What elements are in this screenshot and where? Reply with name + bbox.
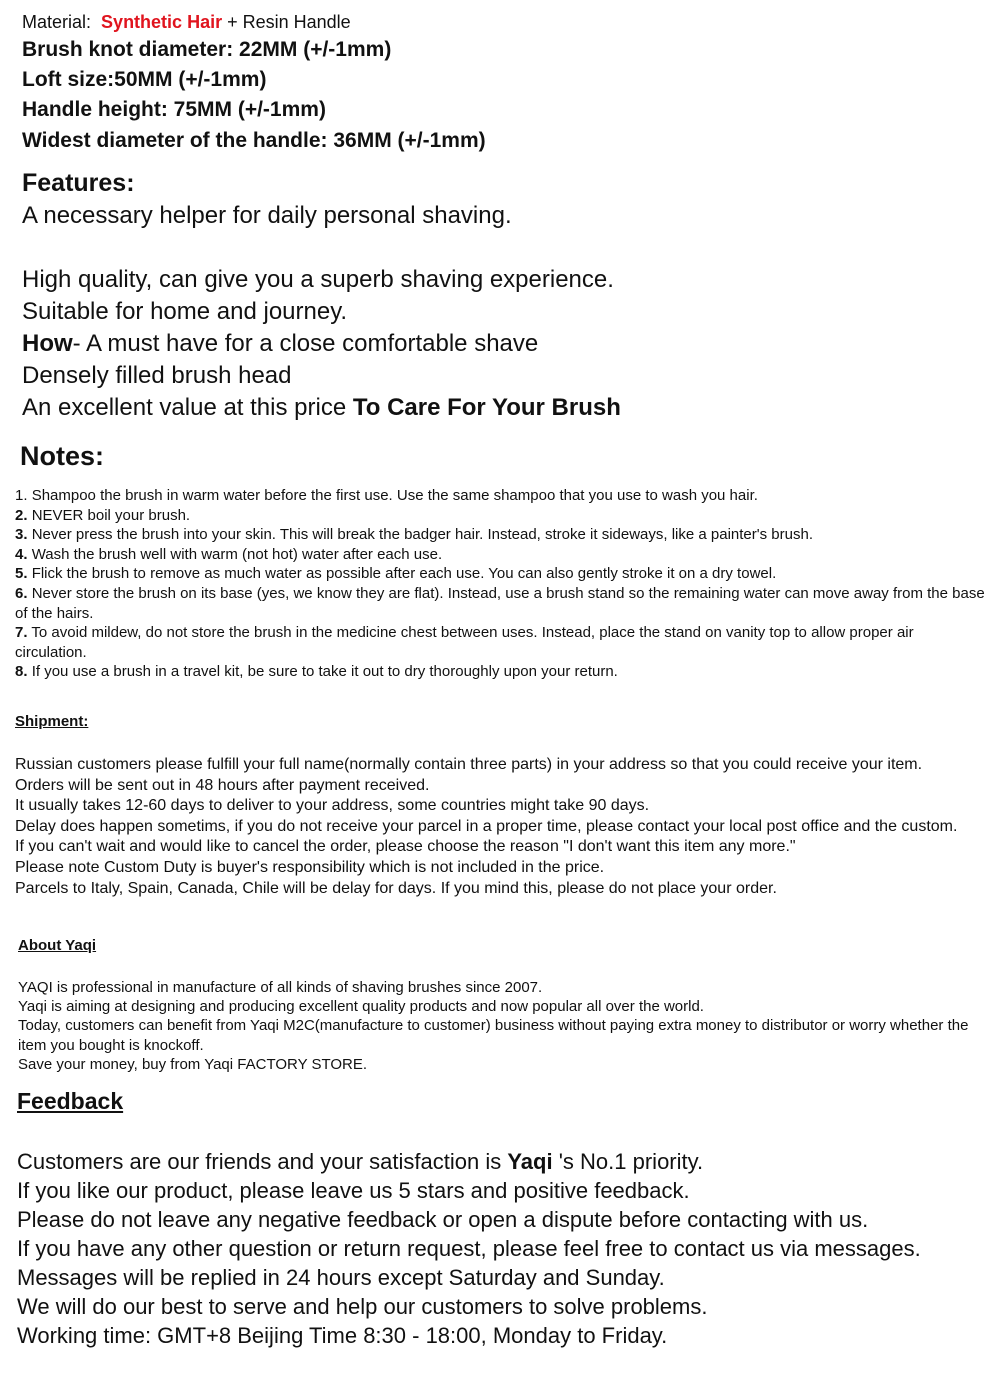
feedback-line-1-post: 's No.1 priority. xyxy=(558,1149,704,1174)
shipment-line: Russian customers please fulfill your full name(normally contain three parts) in your address so that you could receive your item. xyxy=(15,756,923,773)
material-rest: + Resin Handle xyxy=(227,12,351,32)
feedback-line-6: We will do our best to serve and help our customers to solve problems. xyxy=(17,1294,708,1319)
shipment-line: Orders will be sent out in 48 hours after payment received. xyxy=(15,777,430,794)
material-label: Material: xyxy=(22,12,92,32)
note-number: 5. xyxy=(15,565,28,582)
spec-loft: Loft size:50MM (+/-1mm) xyxy=(22,68,267,91)
feedback-line-5: Messages will be replied in 24 hours except Saturday and Sunday. xyxy=(17,1265,665,1290)
feedback-line-1-pre: Customers are our friends and your satisfaction is xyxy=(17,1149,502,1174)
features-title: Features: xyxy=(22,169,135,197)
note-item xyxy=(15,584,985,623)
shipment-title: Shipment: xyxy=(15,713,89,730)
note-text: Never store the brush on its base (yes, we know they are flat). Instead, use a brush stand so the remaining water can move away from the base of the hairs. xyxy=(15,585,985,622)
note-item xyxy=(15,662,985,682)
about-line-2: Yaqi is aiming at designing and producing excellent quality products and now popular all over the world. xyxy=(18,998,704,1015)
note-text: NEVER boil your brush. xyxy=(31,507,191,524)
note-item xyxy=(15,486,985,506)
note-number: 7. xyxy=(15,624,28,641)
shipment-line: If you can't wait and would like to cancel the order, please choose the reason "I don't want this item any more." xyxy=(15,838,796,855)
feedback-line-4: If you have any other question or return request, please feel free to contact us via messages. xyxy=(17,1236,921,1261)
about-line-1: YAQI is professional in manufacture of all kinds of shaving brushes since 2007. xyxy=(18,979,543,996)
feedback-line-3: Please do not leave any negative feedback or open a dispute before contacting with us. xyxy=(17,1207,869,1232)
about-line-4: Save your money, buy from Yaqi FACTORY STORE. xyxy=(18,1056,368,1073)
note-number: 1. xyxy=(15,487,28,504)
note-number: 4. xyxy=(15,546,28,563)
shipment-line: Please note Custom Duty is buyer's responsibility which is not included in the price. xyxy=(15,859,605,876)
note-number: 3. xyxy=(15,526,28,543)
feedback-line-7: Working time: GMT+8 Beijing Time 8:30 - 18:00, Monday to Friday. xyxy=(17,1323,668,1348)
note-text: Wash the brush well with warm (not hot) water after each use. xyxy=(31,546,443,563)
feature-line-3: Suitable for home and journey. xyxy=(22,298,348,325)
brand-name: Yaqi xyxy=(507,1149,553,1174)
feature-line-6 xyxy=(22,394,621,422)
note-text: Flick the brush to remove as much water as possible after each use. You can also gently stroke it on a dry towel. xyxy=(31,565,777,582)
material-line xyxy=(22,12,351,33)
about-title: About Yaqi xyxy=(18,937,97,954)
feedback-line-1 xyxy=(17,1149,703,1175)
shipment-line: Parcels to Italy, Spain, Canada, Chile will be delay for days. If you mind this, please do not place your order. xyxy=(15,880,777,897)
feature-how: How xyxy=(22,330,73,357)
spec-knot: Brush knot diameter: 22MM (+/-1mm) xyxy=(22,38,392,61)
about-line-3: Today, customers can benefit from Yaqi M2C(manufacture to customer) business without paying extra money to distributor or worry whether the item you bought is knockoff. xyxy=(18,1017,969,1054)
feedback-title: Feedback xyxy=(17,1088,124,1114)
note-item xyxy=(15,525,985,545)
spec-handle-width: Widest diameter of the handle: 36MM (+/-1mm) xyxy=(22,129,486,152)
care-heading: To Care For Your Brush xyxy=(352,394,621,421)
feature-line-2: High quality, can give you a superb shaving experience. xyxy=(22,266,614,293)
note-text: Never press the brush into your skin. This will break the badger hair. Instead, stroke it sideways, like a painter's brush. xyxy=(31,526,813,543)
note-number: 2. xyxy=(15,507,28,524)
feedback-line-2: If you like our product, please leave us 5 stars and positive feedback. xyxy=(17,1178,690,1203)
feature-line-4 xyxy=(22,330,538,358)
note-text: To avoid mildew, do not store the brush in the medicine chest between uses. Instead, place the stand on vanity top to allow proper air circulation. xyxy=(15,624,914,661)
note-item xyxy=(15,564,985,584)
feature-line-5: Densely filled brush head xyxy=(22,362,292,389)
material-hair: Synthetic Hair xyxy=(101,12,223,32)
feature-value-text: An excellent value at this price xyxy=(22,394,347,421)
note-item xyxy=(15,545,985,565)
feature-line-1: A necessary helper for daily personal shaving. xyxy=(22,202,512,229)
note-number: 8. xyxy=(15,663,28,680)
note-item xyxy=(15,623,985,662)
notes-title: Notes: xyxy=(20,441,105,471)
feature-how-text: - A must have for a close comfortable shave xyxy=(72,330,539,357)
shipment-line: Delay does happen sometims, if you do not receive your parcel in a proper time, please contact your local post office and the custom. xyxy=(15,818,958,835)
note-text: If you use a brush in a travel kit, be sure to take it out to dry thoroughly upon your return. xyxy=(31,663,618,680)
note-text: Shampoo the brush in warm water before the first use. Use the same shampoo that you use to wash you hair. xyxy=(31,487,758,504)
shipment-line: It usually takes 12-60 days to deliver to your address, some countries might take 90 days. xyxy=(15,797,650,814)
spec-handle-height: Handle height: 75MM (+/-1mm) xyxy=(22,98,326,121)
note-number: 6. xyxy=(15,585,28,602)
note-item xyxy=(15,506,985,526)
